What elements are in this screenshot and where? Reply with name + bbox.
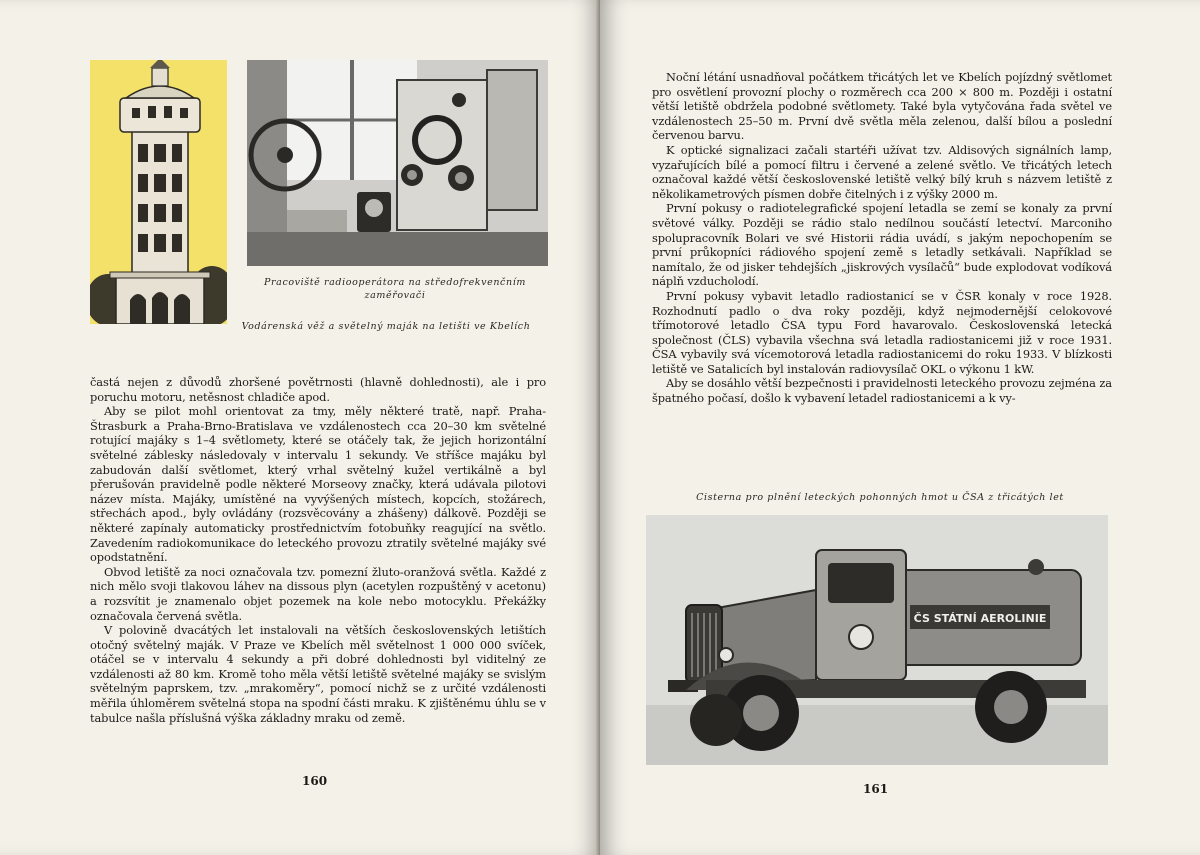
truck-lettering: ČS STÁTNÍ AEROLINIE [913,612,1047,625]
radio-operator-photo [247,60,548,266]
page-number: 161 [863,782,889,796]
paragraph: První pokusy vybavit letadlo radiostanicí se v ČSR konaly v roce 1928. Rozhodnutí padlo o dva roky později, když nejmodernější celokovové třímotorové letadlo ČSA typu Ford havarovalo. Československá letecká společnost (ČLS) vybavila všechna svá letadla radiostanicemi již v roce 1931. ČSA vybavily svá vícemotorová letadla radiostanicemi do roku 1933. V blízkosti letiště ve Satalicích byl instalován radiovysílač OKL o výkonu 1 kW. [652,288,1112,376]
paragraph: častá nejen z důvodů zhoršené povětrnosti (hlavně dohlednosti), ale i pro poruchu motoru, netěsnost chladiče apod. [90,375,546,404]
tower-photo-caption: Vodárenská věž a světelný maják na letišti ve Kbelích [241,321,531,332]
page-number: 160 [302,774,328,788]
radio-photo-caption: Pracoviště radiooperátora na středofrekvenčním zaměřovači [264,277,526,301]
paragraph: Aby se pilot mohl orientovat za tmy, měly některé tratě, např. Praha-Štrasburk a Praha-Brno-Bratislava ve vzdálenostech cca 20–30 km světelné rotující majáky s 1–4 světlomety, které se otáčely tak, že jejich horizontální světelné záblesky následovaly v intervalu 1 sekundy. Ve stříšce majáku byl zabudován další světlomet, který vrhal světelný kužel vertikálně a byl přerušován pravidelně podle některé Morseovy značky, která udávala pilotovi název místa. Majáky, umístěné na vyvýšených místech, kopcích, stožárech, střechách apod., byly ovládány (rozsvěcovány a zhášeny) dálkově. Později se některé zapínaly automaticky prostřednictvím fotobuňky reagující na světlo. Zavedením radiokomunikace do leteckého provozu ztratily světelné majáky své opodstatnění. [90,404,546,565]
paragraph: První pokusy o radiotelegrafické spojení letadla se zemí se konaly za první světové války. Později se rádio stalo nedílnou součástí letectví. Marconiho spolupracovník Bolari ve své Historii rádia uvádí, s jakým nepochopením se první průkopníci rádiového spojení země s letadly setkávali. Například se namítalo, že od jisker tehdejších „jiskrových vysílačů“ bude explodovat vodíková náplň vzducholodí. [652,201,1112,289]
fuel-truck-photo [646,515,1108,765]
paragraph: K optické signalizaci začali startéři užívat tzv. Aldisových signálních lamp, vyzařujících bílé a pomocí filtru i červené a zelené světlo. Ve třicátých letech označoval každé větší československé letiště velký bílý kruh s názvem letiště z několikametrových písmen dobře čitelných i z výšky 2000 m. [652,142,1112,201]
paragraph: Obvod letiště za noci označovala tzv. pomezní žluto-oranžová světla. Každé z nich mělo svoji tlakovou láhev na dissous plyn (acetylen rozpuštěný v acetonu) a rozsvítit je znamenalo objet pozemek na kole nebo motocyklu. Překážky označovala červená světla. [90,564,546,623]
paragraph: Noční létání usnadňoval počátkem třicátých let ve Kbelích pojízdný světlomet pro osvětlení provozní plochy o rozměrech cca 200 × 800 m. Později i ostatní větší letiště obdržela podobné světlomety. Také byla vytyčována řada světel ve vzdálenostech 25–50 m. První dvě světla měla zelenou, další bílou a poslední červenou barvu. [652,70,1112,143]
paragraph: Aby se dosáhlo větší bezpečnosti i pravidelnosti leteckého provozu zejména za špatného počasí, došlo k vybavení letadel radiostanicemi a k vy- [652,376,1112,406]
truck-photo-caption: Cisterna pro plnění leteckých pohonných hmot u ČSA z třicátých let [696,492,1064,503]
right-page-body [652,70,1112,406]
left-page-body [90,375,546,725]
paragraph: V polovině dvacátých let instalovali na větších československých letištích otočný světelný maják. V Praze ve Kbelích měl světelnost 1 000 000 svíček, otáčel se v intervalu 4 sekundy a při dobré dohlednosti byl viditelný ze vzdálenosti až 80 km. Kromě toho měla větší letiště světelné majáky se svislým světelným paprskem, tzv. „mrakoměry“, pomocí nichž se z určité vzdálenosti měřila úhloměrem světelná stopa na spodní části mraku. K zjištěnému úhlu se v tabulce našla příslušná výška základny mraku od země. [90,623,546,725]
water-tower-photo [90,60,227,324]
right-page [600,0,1200,855]
